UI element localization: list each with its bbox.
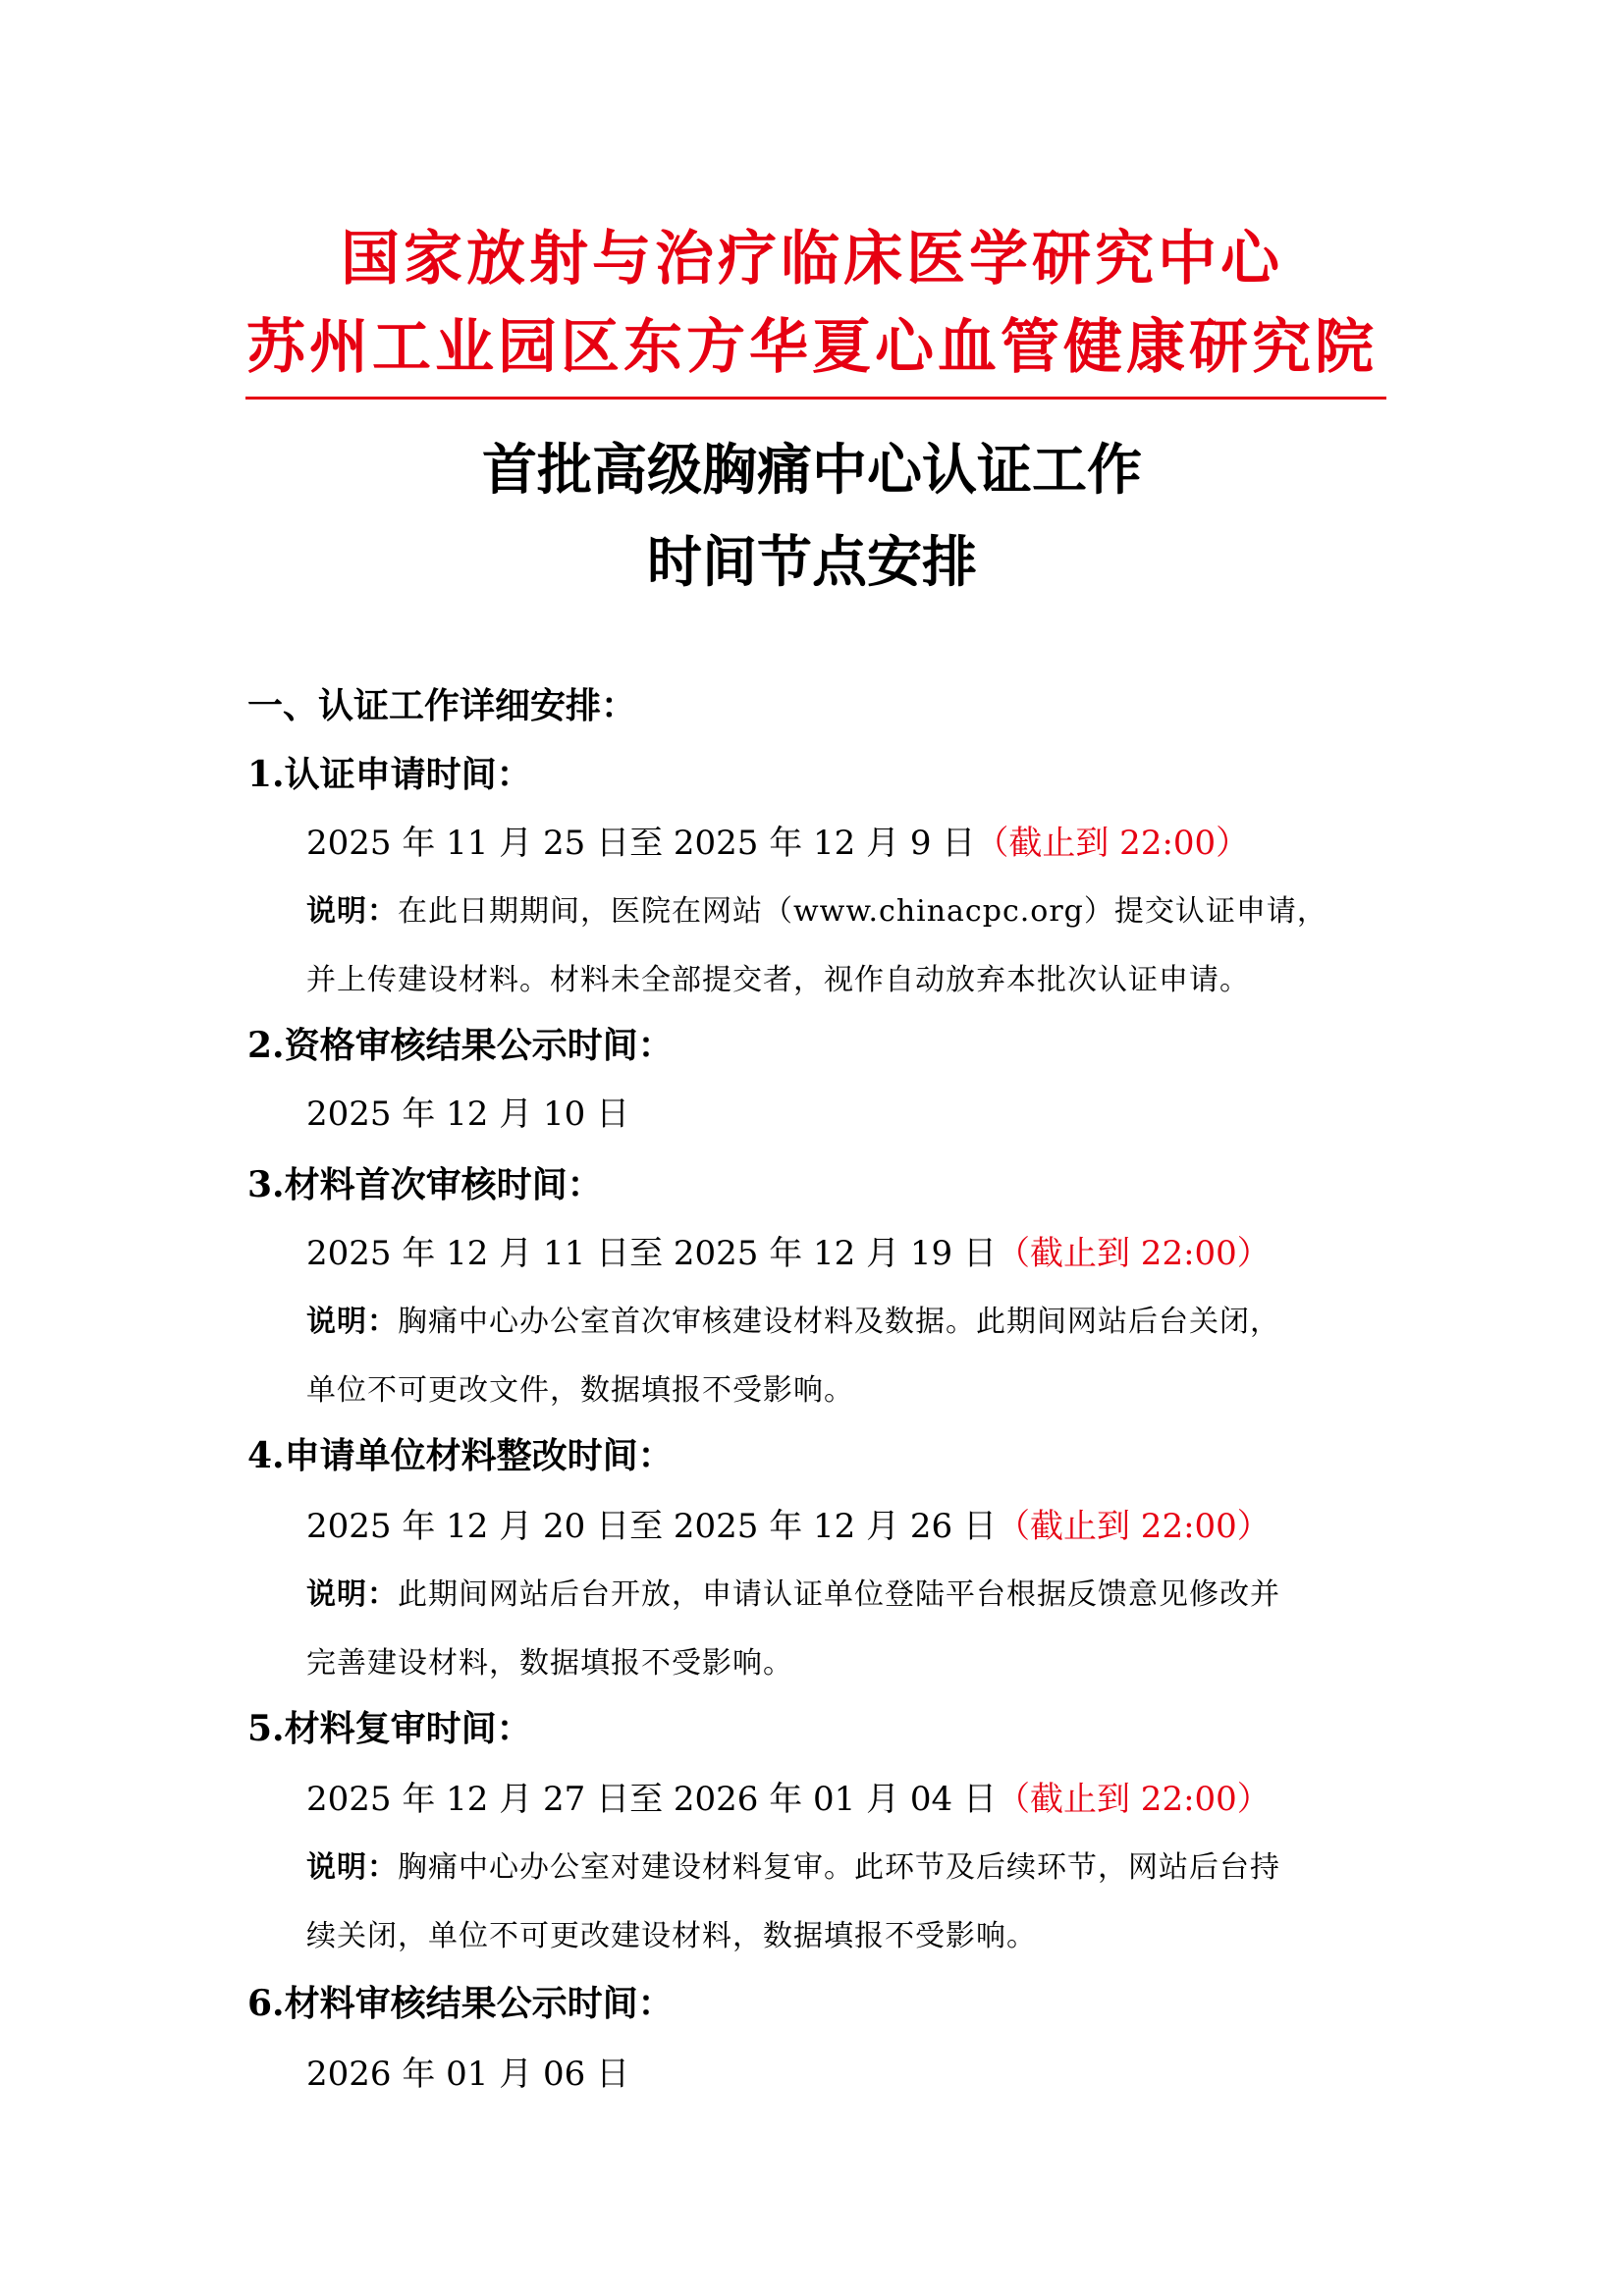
item-note-1-line-1 <box>306 889 1327 934</box>
deadline-note: （截止到 22:00） <box>997 1780 1271 1819</box>
item-title-3: 3.材料首次审核时间： <box>247 1164 603 1205</box>
date-range: 2025 年 11 月 25 日至 2025 年 12 月 9 日 <box>306 824 976 863</box>
note-text: 胸痛中心办公室对建设材料复审。此环节及后续环节，网站后台持 <box>398 1850 1280 1885</box>
item-title-2: 2.资格审核结果公示时间： <box>247 1025 674 1066</box>
note-text: 此期间网站后台开放，申请认证单位登陆平台根据反馈意见修改并 <box>398 1577 1280 1612</box>
item-date-4 <box>306 1502 1271 1551</box>
org-name-line-2: 苏州工业园区东方华夏心血管健康研究院 <box>246 313 1378 382</box>
item-note-4-line-2: 完善建设材料，数据填报不受影响。 <box>306 1646 793 1681</box>
item-title-6: 6.材料审核结果公示时间： <box>247 1983 674 2024</box>
note-label: 说明： <box>306 1305 398 1339</box>
note-label: 说明： <box>306 1850 398 1885</box>
item-title-1: 1.认证申请时间： <box>247 754 532 795</box>
note-label: 说明： <box>306 894 398 929</box>
deadline-note: （截止到 22:00） <box>997 1507 1271 1546</box>
item-date-5 <box>306 1775 1271 1824</box>
item-date-3 <box>306 1229 1271 1278</box>
item-note-3-line-1 <box>306 1300 1280 1345</box>
item-note-5-line-2: 续关闭，单位不可更改建设材料，数据填报不受影响。 <box>306 1919 1037 1953</box>
note-text: 在此日期期间，医院在网站（www.chinacpc.org）提交认证申请， <box>398 894 1327 929</box>
section-heading: 一、认证工作详细安排： <box>247 685 637 726</box>
letterhead-divider <box>245 397 1386 400</box>
document-title-line-2: 时间节点安排 <box>647 530 977 595</box>
org-name-line-1: 国家放射与治疗临床医学研究中心 <box>341 225 1283 294</box>
document-title-line-1: 首批高级胸痛中心认证工作 <box>482 438 1142 503</box>
item-date-2: 2025 年 12 月 10 日 <box>306 1095 630 1134</box>
date-range: 2025 年 12 月 20 日至 2025 年 12 月 26 日 <box>306 1507 997 1546</box>
item-note-1-line-2: 并上传建设材料。材料未全部提交者，视作自动放弃本批次认证申请。 <box>306 963 1250 997</box>
note-text: 胸痛中心办公室首次审核建设材料及数据。此期间网站后台关闭， <box>398 1305 1280 1339</box>
item-date-6: 2026 年 01 月 06 日 <box>306 2055 630 2094</box>
note-label: 说明： <box>306 1577 398 1612</box>
deadline-note: （截止到 22:00） <box>975 824 1250 863</box>
item-note-4-line-1 <box>306 1573 1280 1618</box>
deadline-note: （截止到 22:00） <box>997 1234 1271 1273</box>
item-note-3-line-2: 单位不可更改文件，数据填报不受影响。 <box>306 1373 854 1408</box>
date-range: 2025 年 12 月 11 日至 2025 年 12 月 19 日 <box>306 1234 997 1273</box>
item-note-5-line-1 <box>306 1845 1280 1891</box>
item-date-1 <box>306 819 1249 868</box>
item-title-5: 5.材料复审时间： <box>247 1708 532 1749</box>
date-range: 2025 年 12 月 27 日至 2026 年 01 月 04 日 <box>306 1780 997 1819</box>
item-title-4: 4.申请单位材料整改时间： <box>247 1435 674 1476</box>
